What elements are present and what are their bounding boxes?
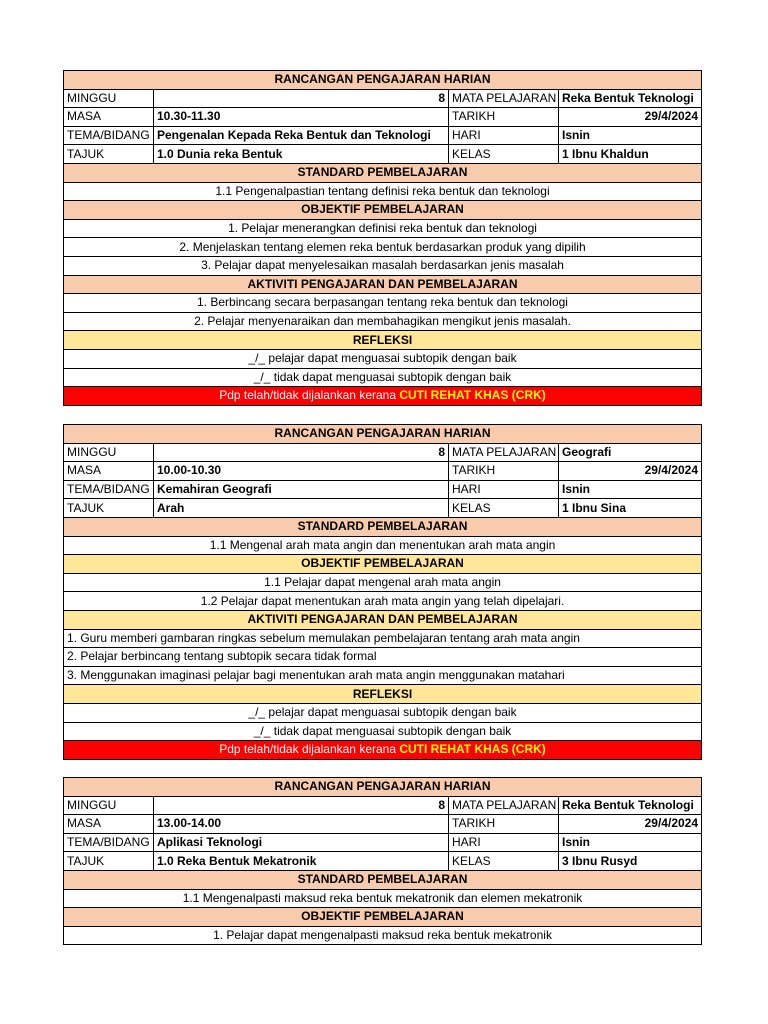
mata-pelajaran-value: Reka Bentuk Teknologi — [559, 89, 702, 108]
aktiviti-item: 3. Menggunakan imaginasi pelajar bagi menentukan arah mata angin menggunakan matahari — [64, 666, 702, 685]
objektif-item: 2. Menjelaskan tentang elemen reka bentuk berdasarkan produk yang dipilih — [64, 238, 702, 257]
mata-pelajaran-label: MATA PELAJARAN — [449, 89, 559, 108]
status-note — [64, 387, 702, 406]
tarikh-label: TARIKH — [449, 462, 559, 481]
kelas-value: 1 Ibnu Sina — [559, 499, 702, 518]
standard-text: 1.1 Mengenalpasti maksud reka bentuk mekatronik dan elemen mekatronik — [64, 889, 702, 908]
aktiviti-header: AKTIVITI PENGAJARAN DAN PEMBELAJARAN — [64, 275, 702, 294]
standard-text: 1.1 Mengenal arah mata angin dan menentukan arah mata angin — [64, 536, 702, 555]
tajuk-value: 1.0 Dunia reka Bentuk — [154, 145, 449, 164]
standard-header: STANDARD PEMBELAJARAN — [64, 163, 702, 182]
tarikh-value: 29/4/2024 — [559, 462, 702, 481]
tema-label: TEMA/BIDANG — [64, 480, 154, 499]
lesson-plan-3 — [63, 777, 702, 945]
mata-pelajaran-value: Geografi — [559, 443, 702, 462]
refleksi-header: REFLEKSI — [64, 331, 702, 350]
hari-label: HARI — [449, 126, 559, 145]
hari-value: Isnin — [559, 833, 702, 852]
standard-header: STANDARD PEMBELAJARAN — [64, 517, 702, 536]
minggu-value: 8 — [154, 89, 449, 108]
minggu-label: MINGGU — [64, 796, 154, 815]
masa-value: 10.30-11.30 — [154, 108, 449, 127]
aktiviti-header: AKTIVITI PENGAJARAN DAN PEMBELAJARAN — [64, 610, 702, 629]
objektif-item: 1. Pelajar dapat mengenalpasti maksud reka bentuk mekatronik — [64, 926, 702, 945]
kelas-label: KELAS — [449, 145, 559, 164]
minggu-value: 8 — [154, 443, 449, 462]
tarikh-value: 29/4/2024 — [559, 108, 702, 127]
refleksi-header: REFLEKSI — [64, 685, 702, 704]
hari-label: HARI — [449, 833, 559, 852]
plan-title: RANCANGAN PENGAJARAN HARIAN — [64, 778, 702, 797]
masa-value: 10.00-10.30 — [154, 462, 449, 481]
mata-pelajaran-value: Reka Bentuk Teknologi — [559, 796, 702, 815]
standard-header: STANDARD PEMBELAJARAN — [64, 870, 702, 889]
refleksi-item: _/_ tidak dapat menguasai subtopik dengan baik — [64, 722, 702, 741]
hari-label: HARI — [449, 480, 559, 499]
mata-pelajaran-label: MATA PELAJARAN — [449, 443, 559, 462]
status-note-highlight: CUTI REHAT KHAS (CRK) — [399, 742, 546, 757]
standard-text: 1.1 Pengenalpastian tentang definisi reka bentuk dan teknologi — [64, 182, 702, 201]
tarikh-value: 29/4/2024 — [559, 815, 702, 834]
aktiviti-item: 2. Pelajar berbincang tentang subtopik secara tidak formal — [64, 648, 702, 667]
kelas-value: 1 Ibnu Khaldun — [559, 145, 702, 164]
masa-value: 13.00-14.00 — [154, 815, 449, 834]
kelas-label: KELAS — [449, 499, 559, 518]
aktiviti-item: 2. Pelajar menyenaraikan dan membahagikan mengikut jenis masalah. — [64, 312, 702, 331]
minggu-value: 8 — [154, 796, 449, 815]
objektif-item: 1.1 Pelajar dapat mengenal arah mata angin — [64, 573, 702, 592]
tarikh-label: TARIKH — [449, 815, 559, 834]
objektif-header: OBJEKTIF PEMBELAJARAN — [64, 908, 702, 927]
tajuk-value: 1.0 Reka Bentuk Mekatronik — [154, 852, 449, 871]
status-note-text: Pdp telah/tidak dijalankan kerana — [219, 388, 400, 403]
masa-label: MASA — [64, 108, 154, 127]
lesson-plan-1 — [63, 70, 702, 406]
tema-label: TEMA/BIDANG — [64, 833, 154, 852]
aktiviti-item: 1. Berbincang secara berpasangan tentang reka bentuk dan teknologi — [64, 294, 702, 313]
minggu-label: MINGGU — [64, 443, 154, 462]
objektif-header: OBJEKTIF PEMBELAJARAN — [64, 555, 702, 574]
refleksi-item: _/_ tidak dapat menguasai subtopik dengan baik — [64, 368, 702, 387]
objektif-item: 1. Pelajar menerangkan definisi reka bentuk dan teknologi — [64, 219, 702, 238]
tema-value: Aplikasi Teknologi — [154, 833, 449, 852]
tajuk-label: TAJUK — [64, 145, 154, 164]
aktiviti-item: 1. Guru memberi gambaran ringkas sebelum memulakan pembelajaran tentang arah mata angin — [64, 629, 702, 648]
plan-title: RANCANGAN PENGAJARAN HARIAN — [64, 425, 702, 444]
tarikh-label: TARIKH — [449, 108, 559, 127]
tema-value: Kemahiran Geografi — [154, 480, 449, 499]
kelas-label: KELAS — [449, 852, 559, 871]
refleksi-item: _/_ pelajar dapat menguasai subtopik dengan baik — [64, 703, 702, 722]
hari-value: Isnin — [559, 126, 702, 145]
objektif-item: 3. Pelajar dapat menyelesaikan masalah berdasarkan jenis masalah — [64, 256, 702, 275]
tajuk-label: TAJUK — [64, 499, 154, 518]
lesson-plan-2 — [63, 424, 702, 760]
masa-label: MASA — [64, 462, 154, 481]
status-note-highlight: CUTI REHAT KHAS (CRK) — [399, 388, 546, 403]
kelas-value: 3 Ibnu Rusyd — [559, 852, 702, 871]
tema-label: TEMA/BIDANG — [64, 126, 154, 145]
status-note — [64, 741, 702, 760]
tema-value: Pengenalan Kepada Reka Bentuk dan Teknologi — [154, 126, 449, 145]
minggu-label: MINGGU — [64, 89, 154, 108]
objektif-header: OBJEKTIF PEMBELAJARAN — [64, 201, 702, 220]
tajuk-value: Arah — [154, 499, 449, 518]
hari-value: Isnin — [559, 480, 702, 499]
mata-pelajaran-label: MATA PELAJARAN — [449, 796, 559, 815]
refleksi-item: _/_ pelajar dapat menguasai subtopik dengan baik — [64, 349, 702, 368]
tajuk-label: TAJUK — [64, 852, 154, 871]
masa-label: MASA — [64, 815, 154, 834]
plan-title: RANCANGAN PENGAJARAN HARIAN — [64, 71, 702, 90]
status-note-text: Pdp telah/tidak dijalankan kerana — [219, 742, 400, 757]
objektif-item: 1.2 Pelajar dapat menentukan arah mata angin yang telah dipelajari. — [64, 592, 702, 611]
